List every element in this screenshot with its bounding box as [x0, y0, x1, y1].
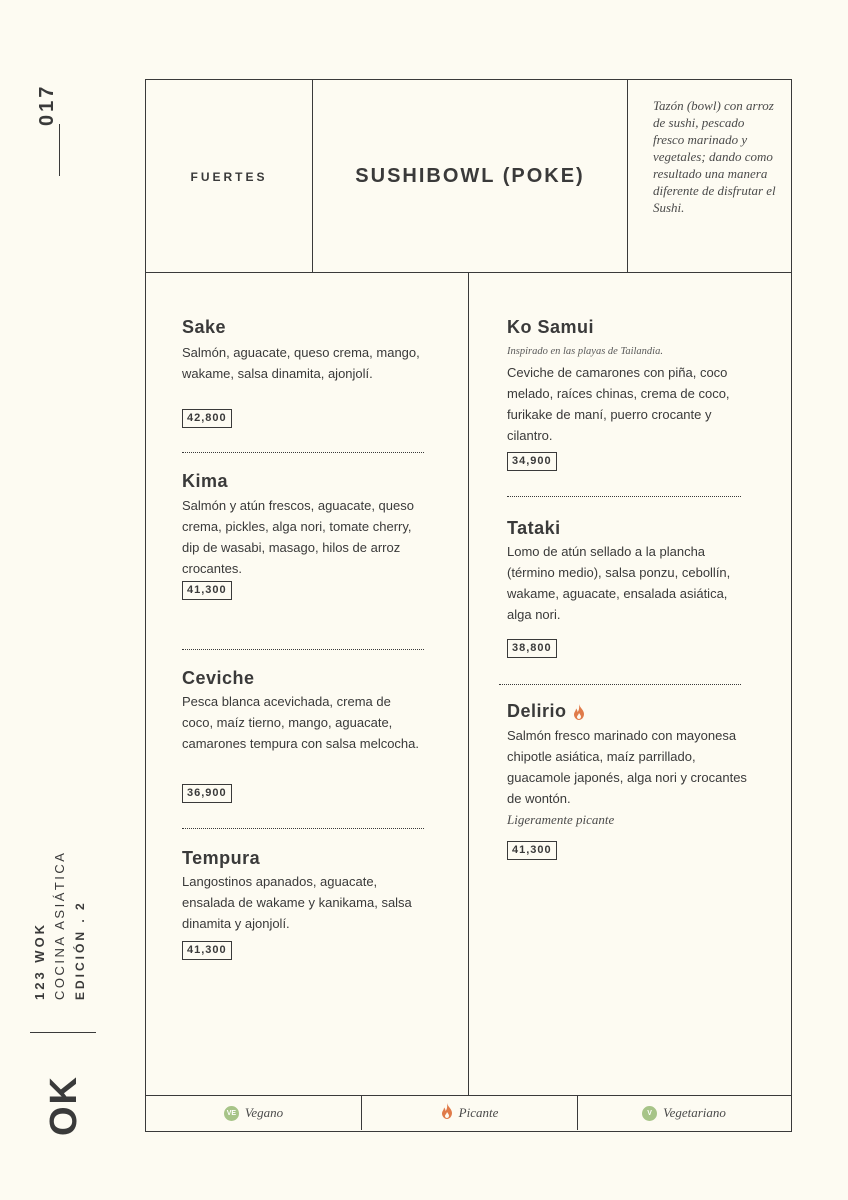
price-ko-samui: 34,900 [507, 452, 557, 471]
item-desc-tempura: Langostinos apanados, aguacate, ensalada de wakame y kanikama, salsa dinamita y ajonjolí. [182, 874, 412, 931]
dotted-divider [182, 452, 424, 453]
edition: EDICIÓN . 2 [73, 900, 87, 1000]
item-desc-ceviche: Pesca blanca acevichada, crema de coco, maíz tierno, mango, aguacate, camarones tempura con salsa melcocha. [182, 694, 420, 751]
item-name-delirio: Delirio [507, 701, 567, 721]
legend-vegano [146, 1096, 361, 1130]
item-name-ceviche: Ceviche [182, 668, 255, 688]
legend-vegetariano [578, 1096, 790, 1130]
vegetarian-badge-icon: V [642, 1106, 657, 1121]
item-name-tataki: Tataki [507, 518, 561, 538]
item-desc-kima: Salmón y atún frescos, aguacate, queso crema, pickles, alga nori, tomate cherry, dip de wasabi, masago, hilos de arroz crocantes. [182, 498, 414, 576]
price-tataki: 38,800 [507, 639, 557, 658]
item-desc-tataki: Lomo de atún sellado a la plancha (término medio), salsa ponzu, cebollín, wakame, aguacate, ensalada asiática, alga nori. [507, 544, 731, 622]
legend-label-picante: Picante [458, 1105, 499, 1120]
brand-block [30, 830, 100, 1000]
legend-picante [362, 1096, 577, 1130]
flame-icon [441, 1103, 453, 1123]
legend-label-vegetariano: Vegetariano [663, 1105, 726, 1120]
price-tempura: 41,300 [182, 941, 232, 960]
spine-divider-horizontal [30, 1032, 96, 1033]
item-desc-delirio: Salmón fresco marinado con mayonesa chipotle asiática, maíz parrillado, guacamole japonés, alga nori y crocantes de wontón. [507, 728, 747, 806]
item-desc-sake: Salmón, aguacate, queso crema, mango, wakame, salsa dinamita, ajonjolí. [182, 345, 420, 381]
price-sake: 42,800 [182, 409, 232, 428]
brand-subtitle: COCINA ASIÁTICA [52, 850, 67, 1000]
vegan-badge-icon: VE [224, 1106, 239, 1121]
item-note-delirio: Ligeramente picante [507, 812, 615, 827]
item-name-tempura: Tempura [182, 848, 261, 868]
price-kima: 41,300 [182, 581, 232, 600]
price-ceviche: 36,900 [182, 784, 232, 803]
legend-label-vegano: Vegano [244, 1105, 284, 1120]
logo: OK [43, 1075, 85, 1136]
dotted-divider [499, 684, 741, 685]
section-description: Tazón (bowl) con arroz de sushi, pescado fresco marinado y vegetales; dando como resultado una manera diferente de disfrutar el Sushi. [653, 98, 776, 215]
dotted-divider [507, 496, 741, 497]
item-name-sake: Sake [182, 317, 227, 337]
section-label: FUERTES [190, 169, 268, 184]
item-desc-ko-samui: Ceviche de camarones con piña, coco melado, raíces chinas, crema de coco, furikake de maní, puerro crocante y cilantro. [507, 365, 730, 443]
column-divider [468, 272, 469, 1096]
page-title: SUSHIBOWL (POKE) [355, 165, 585, 187]
dotted-divider [182, 828, 424, 829]
dotted-divider [182, 649, 424, 650]
item-name-kima: Kima [182, 471, 229, 491]
price-delirio: 41,300 [507, 841, 557, 860]
item-title-delirio [507, 701, 585, 722]
header-col-divider-2 [627, 79, 628, 273]
brand-name: 123 WOK [32, 921, 47, 1000]
flame-icon [573, 704, 585, 720]
item-name-ko-samui: Ko Samui [507, 317, 595, 337]
item-subtitle-ko-samui: Inspirado en las playas de Tailandia. [507, 346, 663, 357]
page-number: 017 [36, 83, 58, 126]
spine-divider-vertical [59, 124, 60, 176]
